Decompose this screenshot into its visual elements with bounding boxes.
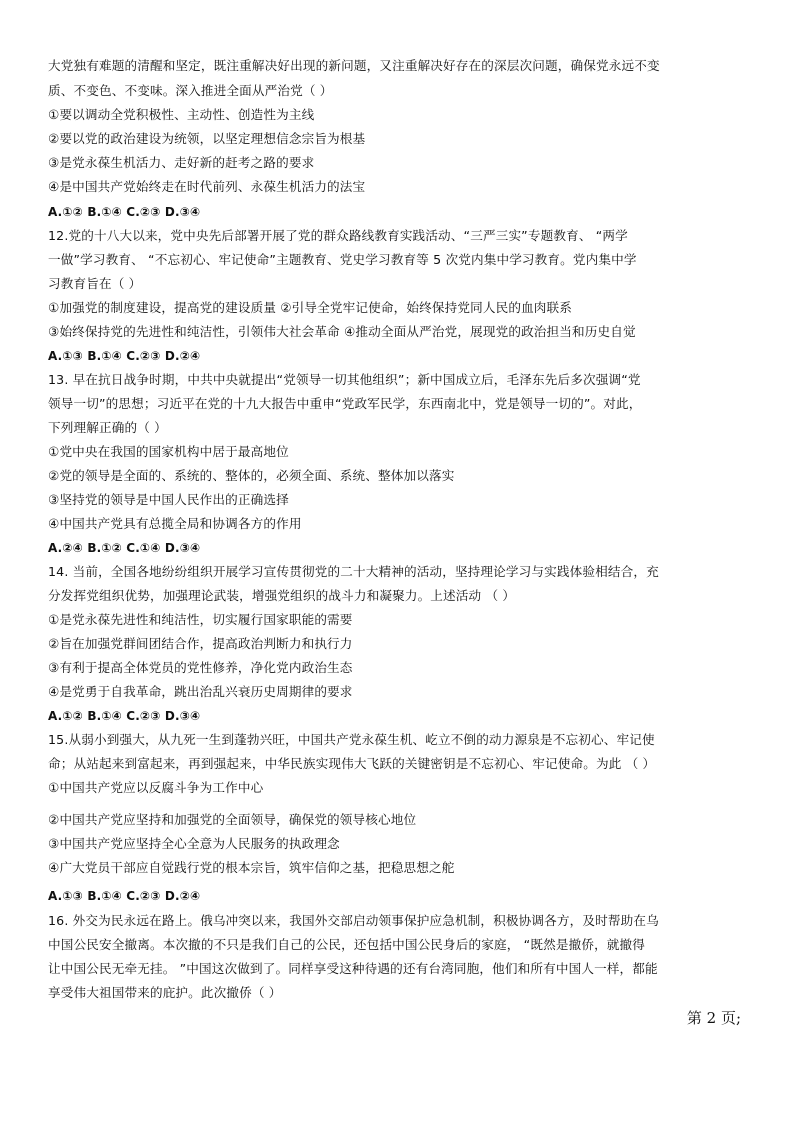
text-line: 大党独有难题的清醒和坚定，既注重解决好出现的新问题，又注重解决好存在的深层次问题，确保党永远不变 (48, 58, 660, 73)
question-12-line: 12.党的十八大以来，党中央先后部署开展了党的群众路线教育实践活动、“三严三实”专题教育、 “两学 (48, 228, 628, 243)
answer-choices: A.①③ B.①④ C.②③ D.②④ (48, 889, 201, 903)
option-3: ③中国共产党应坚持全心全意为人民服务的执政理念 (48, 836, 340, 851)
question-15-line: 命；从站起来到富起来，再到强起来，中华民族实现伟大飞跃的关键密钥是不忘初心、牢记使命。为此 （ ） (48, 756, 656, 771)
question-13-line: 下列理解正确的（ ） (48, 420, 167, 435)
page-number: 第 2 页; (686, 1009, 741, 1027)
question-16-line: 让中国公民无牵无挂。 ”中国这次做到了。同样享受这种待遇的还有台湾同胞，他们和所有中国人一样，都能 (48, 961, 658, 976)
question-12-line: 习教育旨在（ ） (48, 276, 142, 291)
question-stem-line: 质、不变色、不变味。深入推进全面从严治党（ ） (48, 83, 333, 98)
question-16-line: 享受伟大祖国带来的庇护。此次撤侨（ ） (48, 985, 282, 1000)
answer-choices: A.①③ B.①④ C.②③ D.②④ (48, 349, 201, 363)
answer-choices: A.①② B.①④ C.②③ D.③④ (48, 205, 201, 219)
option-2: ②要以党的政治建设为统领，以坚定理想信念宗旨为根基 (48, 131, 366, 146)
option-3: ③是党永葆生机活力、走好新的赶考之路的要求 (48, 155, 315, 170)
option-4: ④是党勇于自我革命，跳出治乱兴衰历史周期律的要求 (48, 684, 353, 699)
option-2: ②旨在加强党群间团结合作，提高政治判断力和执行力 (48, 636, 353, 651)
question-14-line: 分发挥党组织优势，加强理论武装，增强党组织的战斗力和凝聚力。上述活动 （ ） (48, 588, 516, 603)
question-16-line: 16. 外交为民永远在路上。俄乌冲突以来，我国外交部启动领事保护应急机制，积极协调各方，及时帮助在乌 (48, 913, 659, 928)
option-4: ④是中国共产党始终走在时代前列、永葆生机活力的法宝 (48, 179, 366, 194)
answer-choices: A.②④ B.①② C.①④ D.③④ (48, 541, 201, 555)
option-2: ②党的领导是全面的、系统的、整体的，必须全面、系统、整体加以落实 (48, 468, 455, 483)
option-3: ③有利于提高全体党员的党性修养，净化党内政治生态 (48, 660, 353, 675)
question-16-line: 中国公民安全撤离。本次撤的不只是我们自己的公民，还包括中国公民身后的家庭， “既然是撤侨，就撤得 (48, 937, 646, 952)
question-13-line: 领导一切”的思想；习近平在党的十九大报告中重申“党政军民学，东西南北中，党是领导一切的”。对此， (48, 396, 642, 411)
question-14-line: 14. 当前，全国各地纷纷组织开展学习宣传贯彻党的二十大精神的活动，坚持理论学习与实践体验相结合，充 (48, 564, 659, 579)
option-4: ④中国共产党具有总揽全局和协调各方的作用 (48, 516, 302, 531)
option-1: ①党中央在我国的国家机构中居于最高地位 (48, 444, 289, 459)
question-13-line: 13. 早在抗日战争时期，中共中央就提出“党领导一切其他组织”；新中国成立后，毛泽东先后多次强调“党 (48, 372, 641, 387)
answer-choices: A.①② B.①④ C.②③ D.③④ (48, 709, 201, 723)
option-1: ①中国共产党应以反腐斗争为工作中心 (48, 780, 264, 795)
question-12-line: 一做”学习教育、 “不忘初心、牢记使命”主题教育、党史学习教育等 5 次党内集中学习教育。党内集中学 (48, 252, 637, 267)
option-1: ①是党永葆先进性和纯洁性，切实履行国家职能的需要 (48, 612, 353, 627)
question-12-options: ③始终保持党的先进性和纯洁性，引领伟大社会革命 ④推动全面从严治党，展现党的政治担当和历史自觉 (48, 324, 636, 339)
option-4: ④广大党员干部应自觉践行党的根本宗旨，筑牢信仰之基，把稳思想之舵 (48, 860, 455, 875)
option-2: ②中国共产党应坚持和加强党的全面领导，确保党的领导核心地位 (48, 812, 417, 827)
question-15-line: 15.从弱小到强大，从九死一生到蓬勃兴旺，中国共产党永葆生机、屹立不倒的动力源泉是不忘初心、牢记使 (48, 732, 655, 747)
option-1: ①要以调动全党积极性、主动性、创造性为主线 (48, 107, 315, 122)
option-3: ③坚持党的领导是中国人民作出的正确选择 (48, 492, 289, 507)
question-12-options: ①加强党的制度建设，提高党的建设质量 ②引导全党牢记使命，始终保持党同人民的血肉联系 (48, 300, 573, 315)
